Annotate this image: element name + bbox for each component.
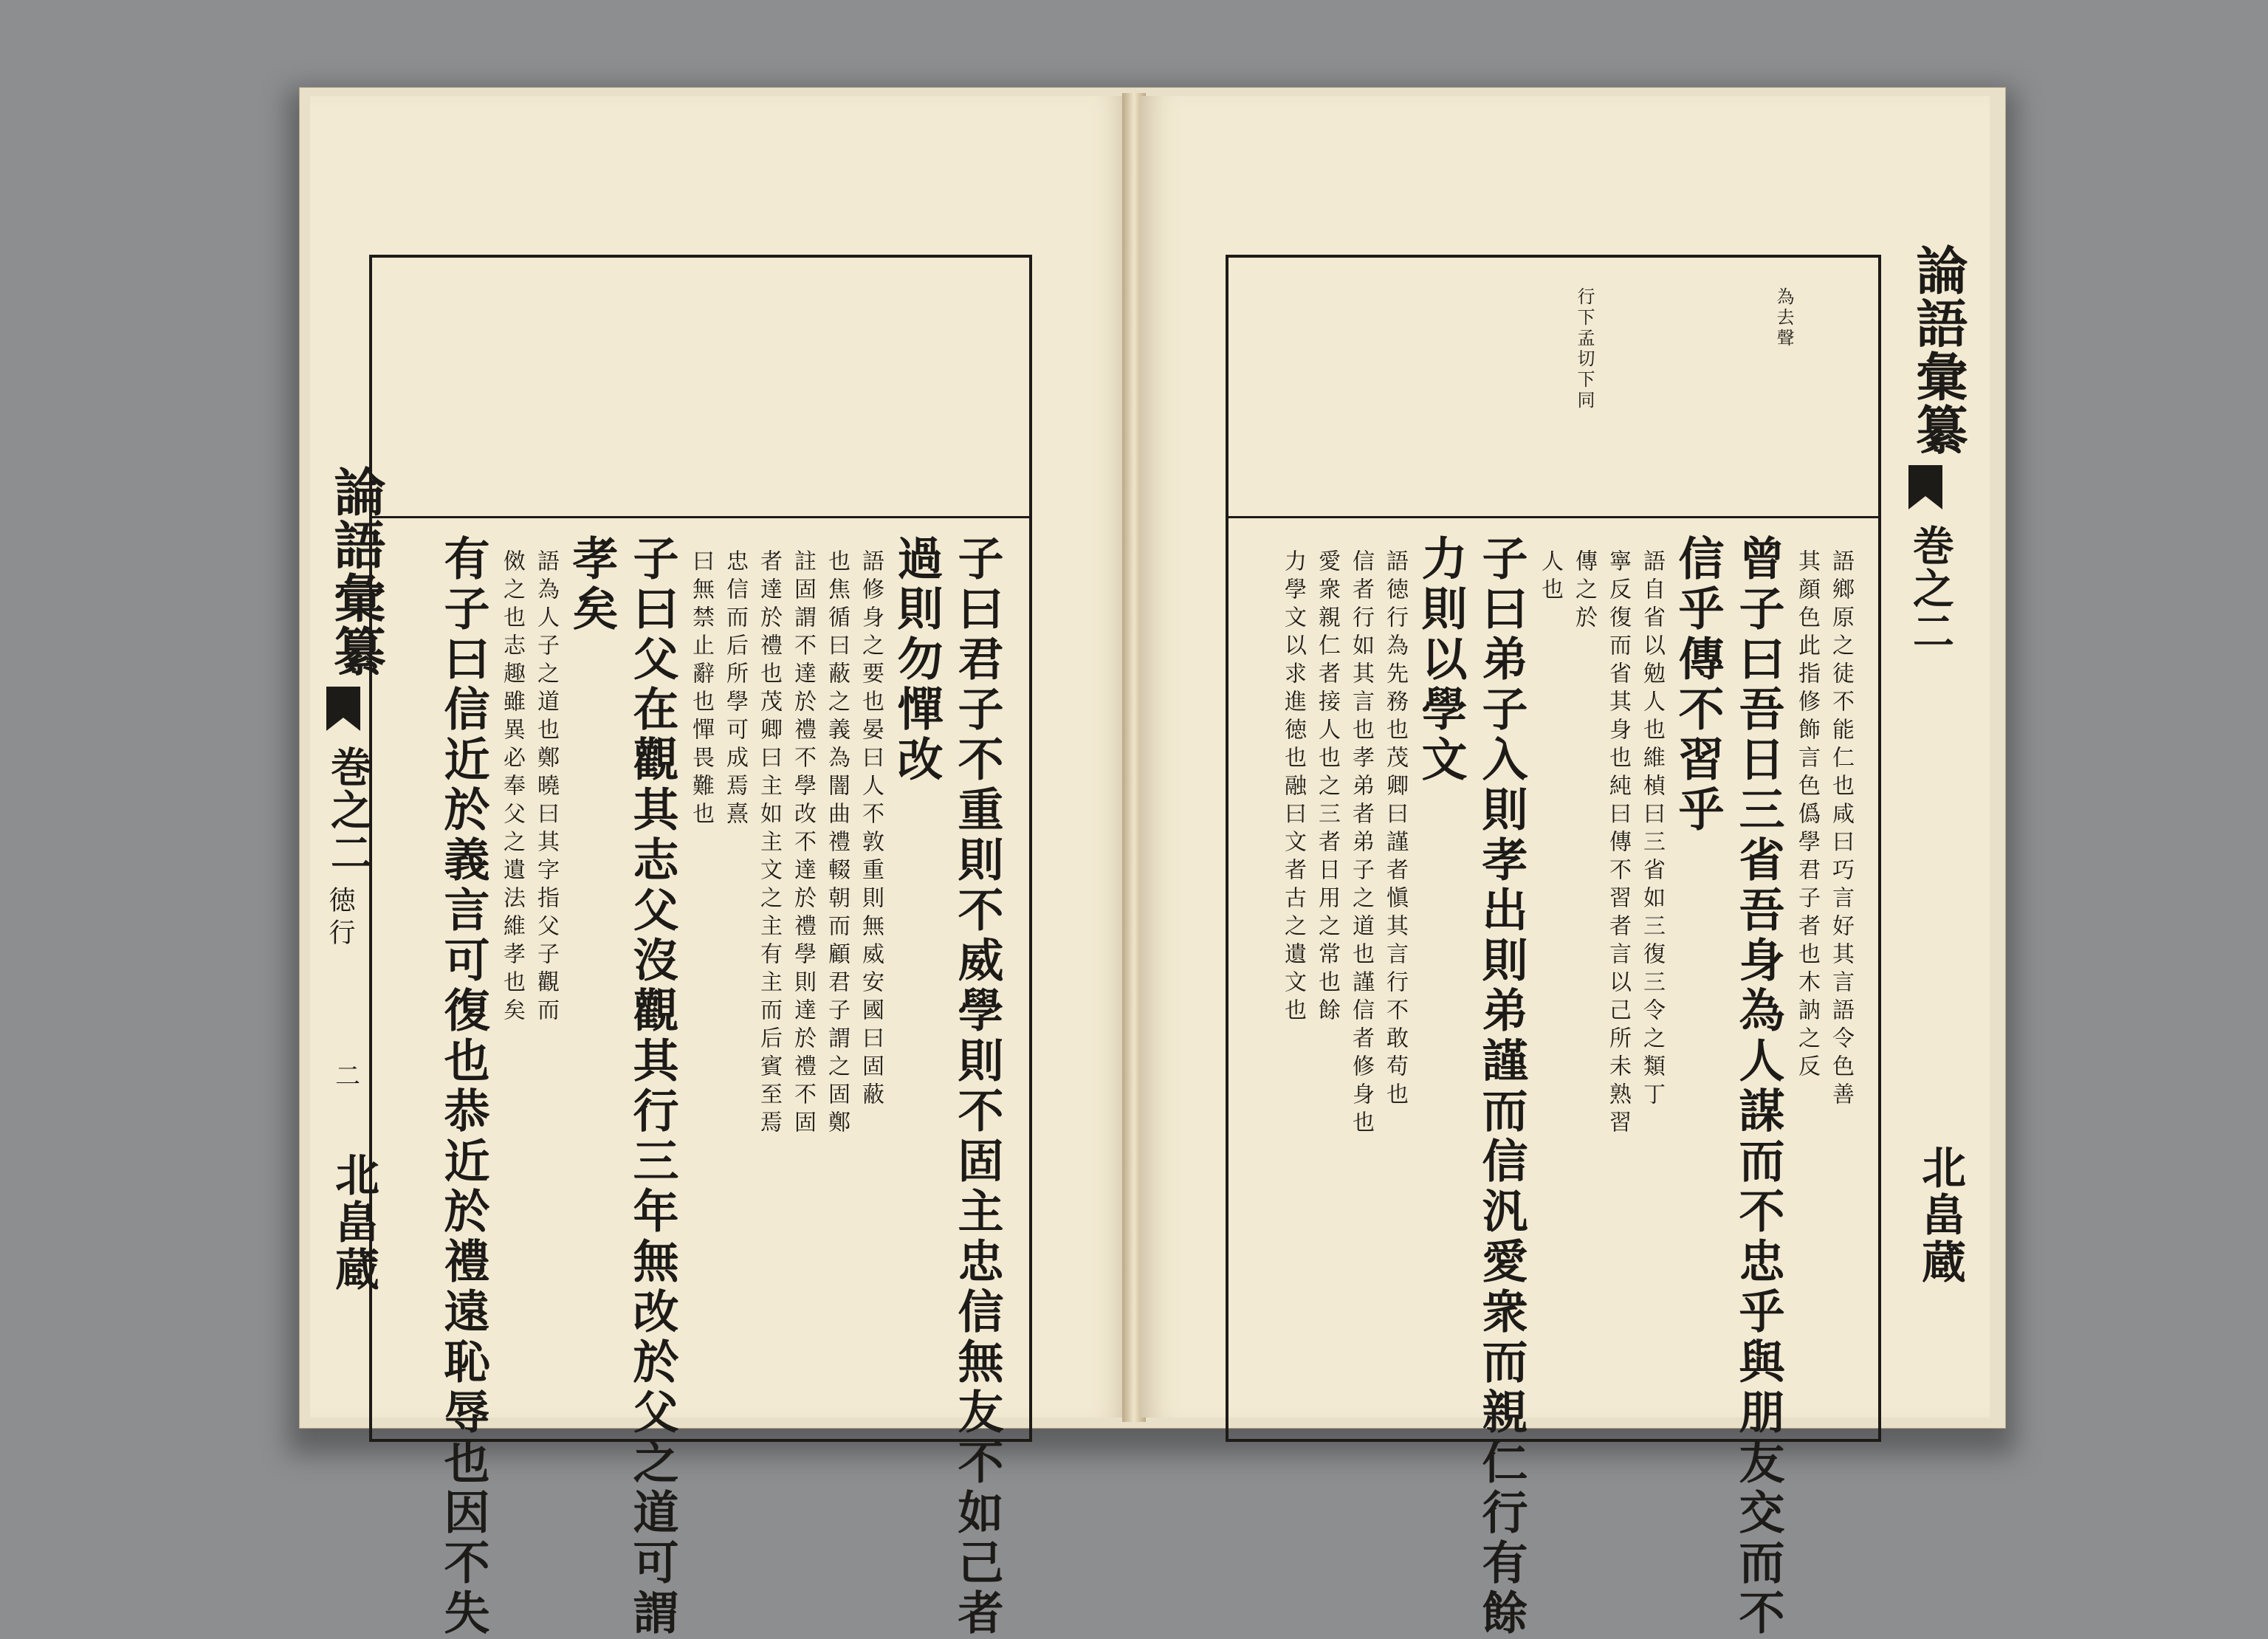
right-text-column: 信乎傳不習乎 <box>1671 535 1725 836</box>
left-text-column: 者達於禮也茂卿曰主如主文之主有主而后賓至焉 <box>756 549 782 1138</box>
left-text-column: 曰無禁止辭也憚畏難也 <box>688 549 714 830</box>
fold-mark-icon <box>1908 465 1942 509</box>
left-text-column: 有子曰信近於義言可復也恭近於禮遠恥辱也因不失 <box>436 535 490 1639</box>
left-text-column: 孝矣 <box>565 535 619 635</box>
right-columns <box>1228 258 1878 1639</box>
left-text-column: 子曰父在觀其志父沒觀其行三年無改於父之道可謂 <box>625 535 679 1639</box>
left-page <box>310 96 1131 1639</box>
left-text-column: 語為人子之道也鄭曉曰其字指父子觀而 <box>533 549 559 1026</box>
right-text-column: 語鄉原之徒不能仁也咸曰巧言好其言語令色善 <box>1828 549 1854 1110</box>
left-columns <box>372 258 1029 1639</box>
right-seal: 北畠蔵 <box>1914 1144 1966 1286</box>
right-page <box>1141 96 1990 1639</box>
left-text-column: 語修身之要也晏曰人不敦重則無威安國曰固蔽 <box>858 549 884 1110</box>
left-text-column: 過則勿憚改 <box>890 535 944 786</box>
right-text-column: 傳之於 <box>1571 549 1597 633</box>
left-margin-volume: 巻之二 <box>324 746 373 874</box>
right-text-frame <box>1226 255 1881 1639</box>
right-text-column: 子曰弟子入則孝出則弟謹而信汎愛衆而親仁行有餘 <box>1474 535 1528 1639</box>
left-text-column: 忠信而后所學可成焉熹 <box>722 549 748 830</box>
right-text-column: 語自省以勉人也維楨曰三省如三復三令之類丁 <box>1639 549 1665 1110</box>
header-note-1: 為去聲 <box>1773 287 1794 349</box>
right-text-column: 曾子曰吾日三省吾身為人謀而不忠乎與朋友交而不 <box>1731 535 1785 1639</box>
right-text-column: 其顔色此指修飾言色僞學君子者也木訥之反 <box>1794 549 1820 1082</box>
left-margin-title: 論語彙纂 <box>326 465 387 678</box>
right-margin-title: 論語彙纂 <box>1908 244 1969 456</box>
right-text-column: 力學文以求進徳也融曰文者古之遺文也 <box>1280 549 1306 1026</box>
left-margin-chapter: 徳行 <box>325 886 355 951</box>
right-text-column: 愛衆親仁者接人也之三者日用之常也餘 <box>1314 549 1340 1026</box>
right-text-column: 語徳行為先務也茂卿曰謹者愼其言行不敢苟也 <box>1382 549 1408 1110</box>
left-text-frame <box>369 255 1032 1639</box>
right-text-column: 信者行如其言也孝弟者弟子之道也謹信者修身也 <box>1348 549 1374 1138</box>
header-note-2: 行下孟切下同 <box>1574 287 1595 411</box>
fold-mark-icon <box>326 687 360 731</box>
left-text-column: 傚之也志趣雖異必奉父之遺法維孝也矣 <box>499 549 525 1026</box>
right-margin-volume: 巻之二 <box>1906 524 1955 653</box>
right-text-column: 人也 <box>1537 549 1563 605</box>
left-seal: 北畠蔵 <box>328 1152 379 1293</box>
right-text-column: 寧反復而省其身也純曰傳不習者言以己所未熟習 <box>1605 549 1631 1138</box>
left-page-number: 二 <box>335 1062 360 1091</box>
right-text-column: 力則以學文 <box>1414 535 1468 786</box>
left-text-column: 註固謂不達於禮不學改不達於禮學則達於禮不固 <box>790 549 816 1138</box>
left-text-column: 子曰君子不重則不威學則不固主忠信無友不如己者 <box>950 535 1004 1639</box>
left-text-column: 也焦循曰蔽之義為闇曲禮輟朝而顧君子謂之固鄭 <box>824 549 850 1138</box>
